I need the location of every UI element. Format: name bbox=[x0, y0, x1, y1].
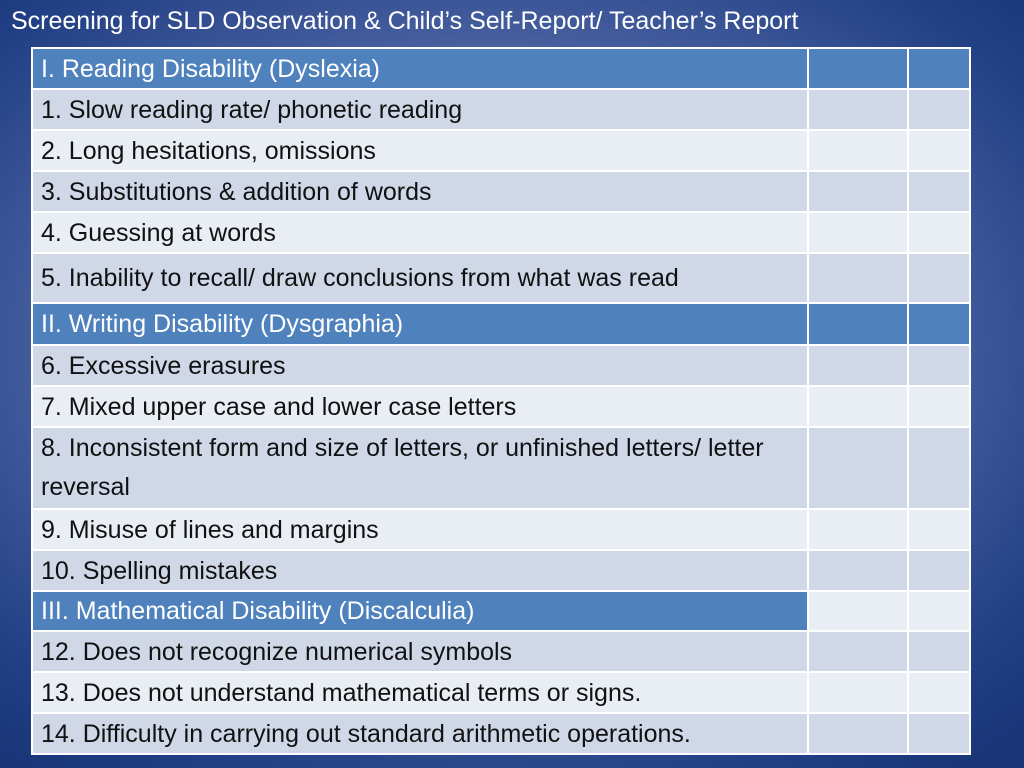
check-cell[interactable] bbox=[908, 253, 970, 303]
check-cell[interactable] bbox=[808, 345, 908, 386]
table-row bbox=[32, 171, 970, 212]
check-cell[interactable] bbox=[808, 427, 908, 509]
table-row bbox=[32, 550, 970, 591]
check-cell[interactable] bbox=[908, 427, 970, 509]
check-cell[interactable] bbox=[808, 89, 908, 130]
section-label: I. Reading Disability (Dyslexia) bbox=[32, 48, 808, 89]
table-row bbox=[32, 713, 970, 754]
item-label: 4. Guessing at words bbox=[32, 212, 808, 253]
check-cell[interactable] bbox=[808, 591, 908, 631]
check-cell[interactable] bbox=[808, 713, 908, 754]
section-row-math bbox=[32, 591, 970, 631]
table-row bbox=[32, 253, 970, 303]
table-row bbox=[32, 672, 970, 713]
check-cell[interactable] bbox=[908, 345, 970, 386]
item-label: 5. Inability to recall/ draw conclusions from what was read bbox=[32, 253, 808, 303]
section-label: II. Writing Disability (Dysgraphia) bbox=[32, 303, 808, 345]
check-cell[interactable] bbox=[808, 509, 908, 550]
check-cell[interactable] bbox=[808, 212, 908, 253]
check-cell[interactable] bbox=[808, 48, 908, 89]
table-row bbox=[32, 631, 970, 672]
check-cell[interactable] bbox=[808, 130, 908, 171]
check-cell[interactable] bbox=[908, 171, 970, 212]
item-label: 10. Spelling mistakes bbox=[32, 550, 808, 591]
item-label: 9. Misuse of lines and margins bbox=[32, 509, 808, 550]
section-row-reading bbox=[32, 48, 970, 89]
check-cell[interactable] bbox=[808, 253, 908, 303]
item-label: 7. Mixed upper case and lower case letters bbox=[32, 386, 808, 427]
item-label: 13. Does not understand mathematical terms or signs. bbox=[32, 672, 808, 713]
item-label: 8. Inconsistent form and size of letters, or unfinished letters/ letter reversal bbox=[32, 427, 808, 509]
table-row bbox=[32, 345, 970, 386]
check-cell[interactable] bbox=[908, 631, 970, 672]
check-cell[interactable] bbox=[908, 591, 970, 631]
item-label: 6. Excessive erasures bbox=[32, 345, 808, 386]
check-cell[interactable] bbox=[808, 631, 908, 672]
check-cell[interactable] bbox=[908, 89, 970, 130]
table-row bbox=[32, 386, 970, 427]
table-row bbox=[32, 130, 970, 171]
section-row-writing bbox=[32, 303, 970, 345]
check-cell[interactable] bbox=[908, 550, 970, 591]
item-label: 3. Substitutions & addition of words bbox=[32, 171, 808, 212]
check-cell[interactable] bbox=[908, 212, 970, 253]
table-row bbox=[32, 509, 970, 550]
check-cell[interactable] bbox=[908, 303, 970, 345]
screening-table bbox=[31, 47, 971, 755]
slide-title: Screening for SLD Observation & Child’s Self-Report/ Teacher’s Report bbox=[11, 7, 799, 35]
check-cell[interactable] bbox=[808, 171, 908, 212]
check-cell[interactable] bbox=[908, 130, 970, 171]
check-cell[interactable] bbox=[808, 386, 908, 427]
check-cell[interactable] bbox=[808, 303, 908, 345]
item-label: 1. Slow reading rate/ phonetic reading bbox=[32, 89, 808, 130]
check-cell[interactable] bbox=[908, 386, 970, 427]
check-cell[interactable] bbox=[908, 713, 970, 754]
item-label: 14. Difficulty in carrying out standard arithmetic operations. bbox=[32, 713, 808, 754]
check-cell[interactable] bbox=[808, 550, 908, 591]
table-row bbox=[32, 427, 970, 509]
table-row bbox=[32, 89, 970, 130]
item-label: 12. Does not recognize numerical symbols bbox=[32, 631, 808, 672]
item-label: 2. Long hesitations, omissions bbox=[32, 130, 808, 171]
check-cell[interactable] bbox=[808, 672, 908, 713]
table-row bbox=[32, 212, 970, 253]
check-cell[interactable] bbox=[908, 672, 970, 713]
check-cell[interactable] bbox=[908, 48, 970, 89]
check-cell[interactable] bbox=[908, 509, 970, 550]
section-label: III. Mathematical Disability (Discalculia) bbox=[32, 591, 808, 631]
